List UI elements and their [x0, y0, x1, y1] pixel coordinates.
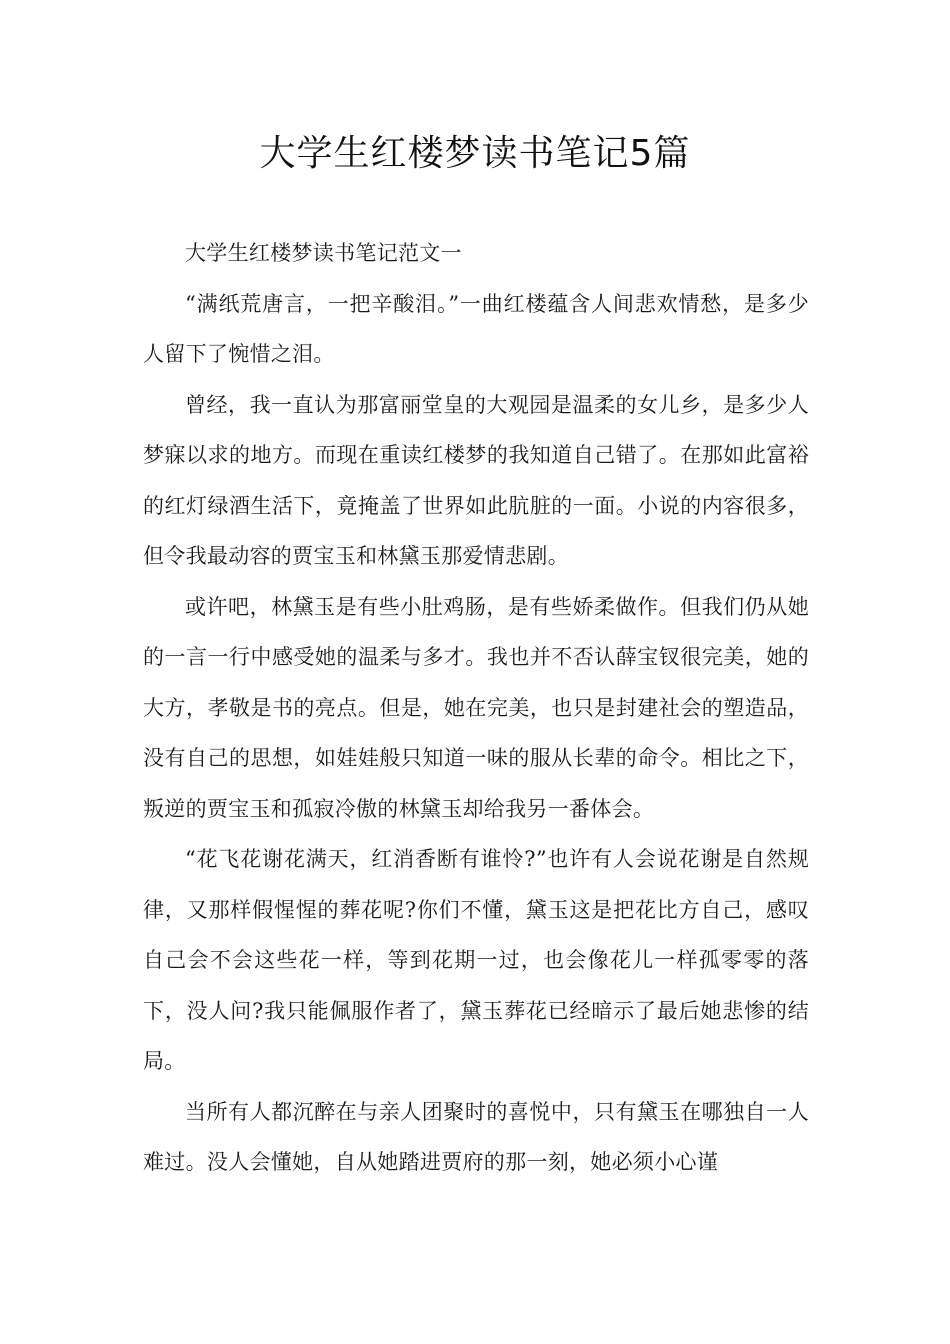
document-title: 大学生红楼梦读书笔记5篇 [259, 133, 691, 174]
paragraph: 曾经，我一直认为那富丽堂皇的大观园是温柔的女儿乡，是多少人梦寐以求的地方。而现在重读红楼梦的我知道自己错了。在那如此富裕的红灯绿酒生活下，竟掩盖了世界如此肮脏的一面。小说的内容很多，但令我最动容的贾宝玉和林黛玉那爱情悲剧。 [143, 392, 809, 568]
paragraph-heading: 大学生红楼梦读书笔记范文一 [185, 241, 462, 265]
paragraph: “花飞花谢花满天，红消香断有谁怜?”也许有人会说花谢是自然规律，又那样假惺惺的葬花呢?你们不懂，黛玉这是把花比方自己，感叹自己会不会这些花一样，等到花期一过，也会像花儿一样孤零零的落下，没人问?我只能佩服作者了，黛玉葬花已经暗示了最后她悲惨的结局。 [143, 847, 809, 1073]
document-body [143, 228, 809, 1188]
paragraph: 当所有人都沉醉在与亲人团聚时的喜悦中，只有黛玉在哪独自一人难过。没人会懂她，自从她踏进贾府的那一刻，她必须小心谨 [143, 1099, 809, 1174]
paragraph: 或许吧，林黛玉是有些小肚鸡肠，是有些娇柔做作。但我们仍从她的一言一行中感受她的温柔与多才。我也并不否认薛宝钗很完美，她的大方，孝敬是书的亮点。但是，她在完美，也只是封建社会的塑造品，没有自己的思想，如娃娃般只知道一味的服从长辈的命令。相比之下，叛逆的贾宝玉和孤寂冷傲的林黛玉却给我另一番体会。 [143, 594, 809, 821]
paragraph: “满纸荒唐言，一把辛酸泪。”一曲红楼蕴含人间悲欢情愁，是多少人留下了惋惜之泪。 [143, 291, 809, 366]
